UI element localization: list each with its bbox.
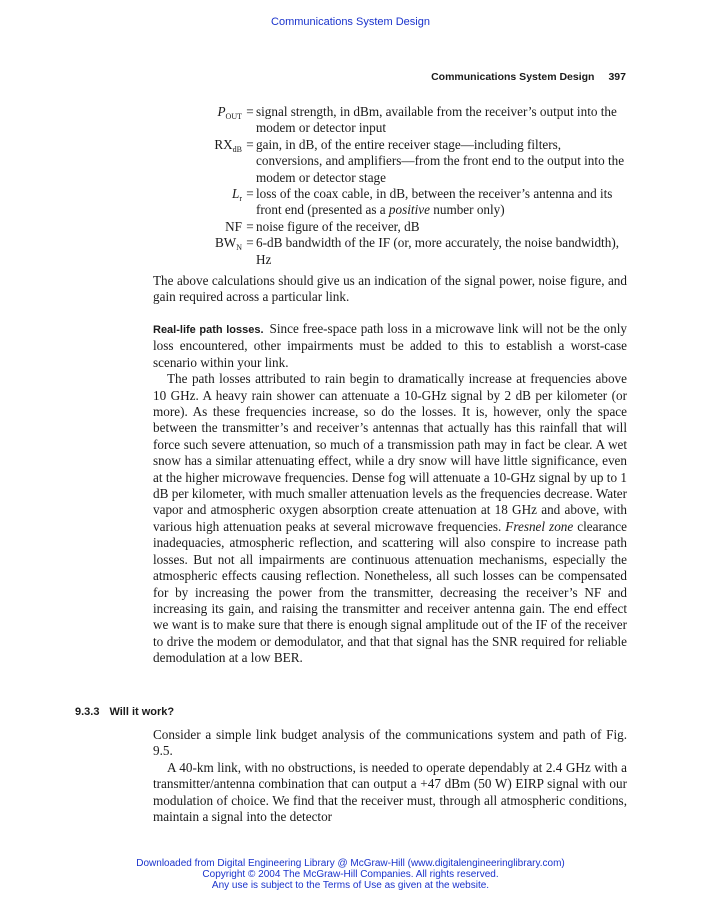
definition-symbol: $BW_N$ (214, 235, 242, 253)
footer-download-link[interactable]: Downloaded from Digital Engineering Library @ McGraw-Hill (www.digitalengineeringlibrary.com) (136, 858, 565, 869)
section-number: 9.3.3 (75, 706, 100, 718)
header-link[interactable]: Communications System Design (271, 16, 430, 28)
definition-text: gain, in dB, of the entire receiver stage—including filters, conversions, and amplifiers—from the front end to the output into the modem or detector stage (256, 136, 625, 185)
definition-text: 6-dB bandwidth of the IF (or, more accurately, the noise bandwidth), Hz (256, 235, 620, 267)
definition-item: $P_{OUT}$ = signal strength, in dBm, available from the receiver’s output into the modem or detector input (150, 104, 630, 137)
definition-item: $L_r$ = loss of the coax cable, in dB, between the receiver’s antenna and its front end (presented as a positive number only) (150, 186, 630, 219)
paragraph: A 40-km link, with no obstructions, is needed to operate dependably at 2.4 GHz with a transmitter/antenna combination that can output a +47 dBm (50 W) EIRP signal with our modulation of choice. We find that the receiver must, through all atmospheric conditions, maintain a signal into the detector (153, 759, 627, 825)
definition-text: loss of the coax cable, in dB, between the receiver’s antenna and its front end (presented as a positive number only) (256, 186, 613, 218)
definition-list (150, 104, 630, 268)
paragraph: Consider a simple link budget analysis of the communications system and path of Fig. 9.5. (153, 727, 627, 759)
body-block-2 (153, 321, 627, 667)
definition-item: NF = noise figure of the receiver, dB (150, 219, 630, 235)
page-number: 397 (608, 71, 626, 83)
definition-item: $RX_{dB}$ = gain, in dB, of the entire receiver stage—including filters, conversions, and amplifiers—from the front end to the output into the modem or detector stage (150, 137, 630, 186)
paragraph: The above calculations should give us an indication of the signal power, noise figure, and gain required across a particular link. (153, 273, 627, 305)
body-block-1 (153, 273, 627, 306)
definition-text: signal strength, in dBm, available from the receiver’s output into the modem or detector input (256, 104, 617, 136)
paragraph: Real-life path losses. Since free-space path loss in a microwave link will not be the only loss encountered, other impairments must be added to this to establish a worst-case scenario within your link. (153, 321, 627, 370)
body-block-3 (153, 727, 627, 825)
definition-item: $BW_N$ = 6-dB bandwidth of the IF (or, more accurately, the noise bandwidth), Hz (150, 235, 630, 268)
footer-terms-link[interactable]: Any use is subject to the Terms of Use as given at the website. (211, 880, 490, 891)
definition-symbol: $L_r$ (231, 186, 242, 204)
running-title: Communications System Design (431, 71, 595, 83)
definition-text: noise figure of the receiver, dB (256, 218, 420, 234)
footer (0, 858, 701, 891)
runin-heading: Real-life path losses. (153, 324, 264, 336)
section-heading (75, 706, 174, 718)
definition-symbol: $RX_{dB}$ (214, 136, 242, 154)
paragraph: The path losses attributed to rain begin to dramatically increase at frequencies above 10 GHz. A heavy rain shower can attenuate a 10-GHz signal by 2 dB per kilometer (or more). As these frequencies increase, so do the losses. It is, however, only the space between the transmitter’s and receiver’s antennas that actually has this rainfall that will force such severe attenuation, so much of a transmission path may in fact be clear. A wet snow has a similar attenuating effect, while a dry snow will have little significance, even at the higher microwave frequencies. Dense fog will attenuate a 10-GHz signal by up to 1 dB per kilometer, with much smaller attenuation levels as the frequencies decrease. Water vapor and atmospheric oxygen absorption create attenuation at 18 GHz and above, with various high attenuation peaks at several microwave frequencies. Fresnel zone clearance inadequacies, atmospheric reflection, and scattering will also conspire to increase path losses. But not all impairments are continuous attenuation mechanisms, especially the atmospheric effects causing reflection. Nonetheless, all such losses can be compensated for by increasing the power from the transmitter, decreasing the receiver’s NF and increasing its gain, and raising the transmitter and receiver antenna gain. The end effect we want is to make sure that there is enough signal amplitude out of the IF of the receiver to drive the modem or demodulator, and that that signal has the SNR required for reliable demodulation at a low BER. (153, 371, 627, 666)
footer-copyright: Copyright © 2004 The McGraw-Hill Companies. All rights reserved. (202, 869, 499, 880)
definition-symbol: NF (225, 218, 242, 234)
section-title: Will it work? (109, 706, 175, 718)
running-head (431, 71, 626, 83)
definition-symbol: $P_{OUT}$ (217, 104, 242, 121)
